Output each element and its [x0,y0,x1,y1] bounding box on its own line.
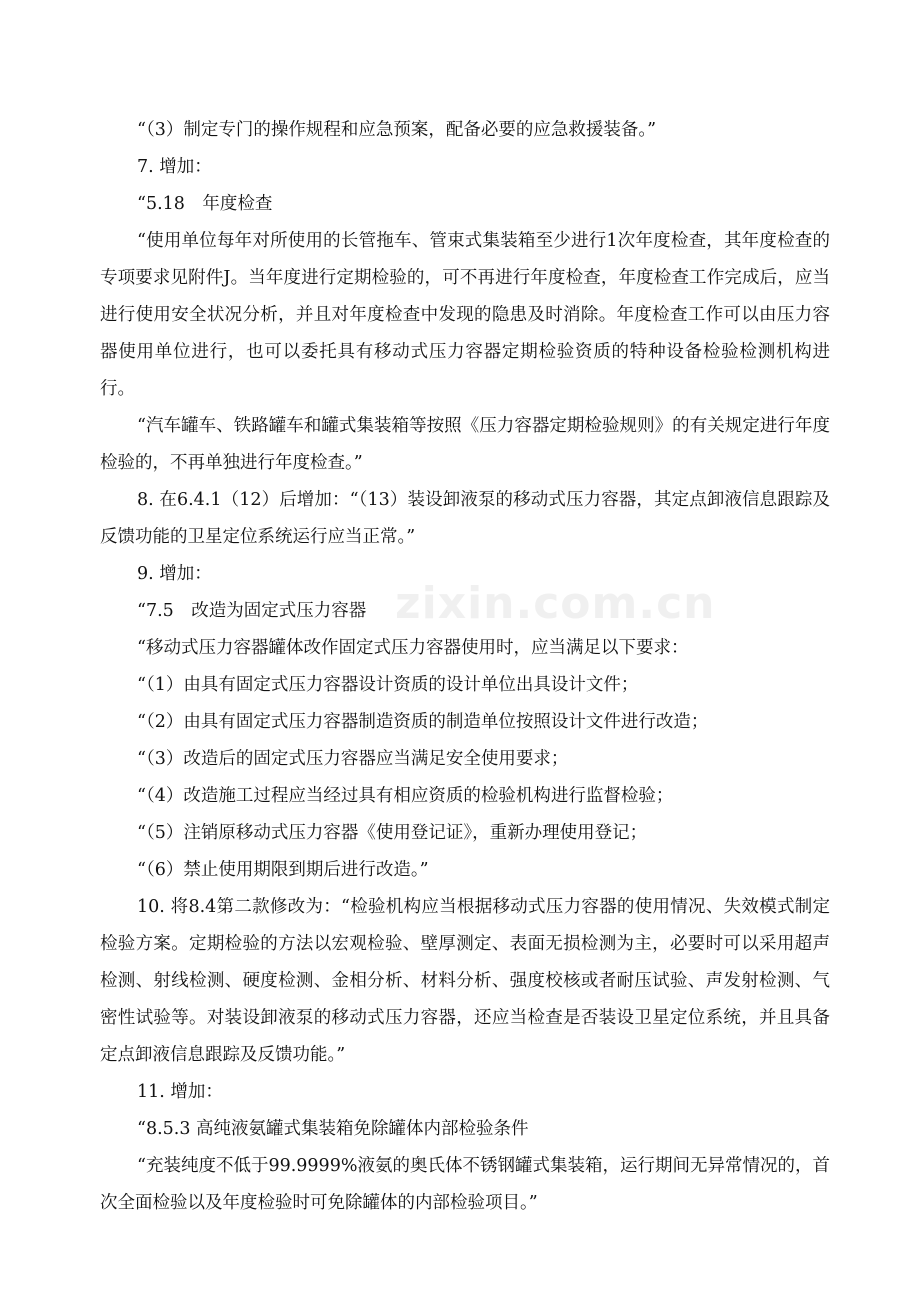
paragraph: “汽车罐车、铁路罐车和罐式集装箱等按照《压力容器定期检验规则》的有关规定进行年度检验的，不再单独进行年度检查。” [100,416,830,473]
paragraph: 11. 增加： [137,1082,223,1102]
watermark: zixin.com.cn [395,578,716,629]
list-item: “（5）注销原移动式压力容器《使用登记证》，重新办理使用登记； [137,823,648,843]
paragraph: “充装纯度不低于99.9999%液氨的奥氏体不锈钢罐式集装箱，运行期间无异常情况的，首次全面检验以及年度检验时可免除罐体的内部检验项目。” [100,1156,830,1213]
document-body [100,112,830,1222]
list-item: “（3）改造后的固定式压力容器应当满足安全使用要求； [137,749,569,769]
paragraph: 9. 增加： [137,564,212,584]
section-heading: “8.5.3 高纯液氨罐式集装箱免除罐体内部检验条件 [137,1119,529,1139]
paragraph: “使用单位每年对所使用的长管拖车、管束式集装箱至少进行1次年度检查，其年度检查的专项要求见附件J。当年度进行定期检验的，可不再进行年度检查，年度检查工作完成后，应当进行使用安全状况分析，并且对年度检查中发现的隐患及时消除。年度检查工作可以由压力容器使用单位进行，也可以委托具有移动式压力容器定期检验资质的特种设备检验检测机构进行。 [100,231,830,399]
section-heading: “7.5 改造为固定式压力容器 [137,601,367,621]
list-item: “（1）由具有固定式压力容器设计资质的设计单位出具设计文件； [137,675,639,695]
list-item: “（4）改造施工过程应当经过具有相应资质的检验机构进行监督检验； [137,786,674,806]
paragraph: “移动式压力容器罐体改作固定式压力容器使用时，应当满足以下要求： [137,638,689,658]
section-heading: “5.18 年度检查 [137,194,273,214]
list-item: “（6）禁止使用期限到期后进行改造。” [137,860,429,880]
paragraph: “（3）制定专门的操作规程和应急预案，配备必要的应急救援装备。” [137,120,657,140]
list-item: “（2）由具有固定式压力容器制造资质的制造单位按照设计文件进行改造； [137,712,709,732]
paragraph: 10. 将8.4第二款修改为：“检验机构应当根据移动式压力容器的使用情况、失效模式制定检验方案。定期检验的方法以宏观检验、壁厚测定、表面无损检测为主，必要时可以采用超声检测、射线检测、硬度检测、金相分析、材料分析、强度校核或者耐压试验、声发射检测、气密性试验等。对装设卸液泵的移动式压力容器，还应当检查是否装设卫星定位系统，并且具备定点卸液信息跟踪及反馈功能。” [100,897,830,1065]
paragraph: 8. 在6.4.1（12）后增加：“（13）装设卸液泵的移动式压力容器，其定点卸液信息跟踪及反馈功能的卫星定位系统运行应当正常。” [100,490,830,547]
paragraph: 7. 增加： [137,157,212,177]
